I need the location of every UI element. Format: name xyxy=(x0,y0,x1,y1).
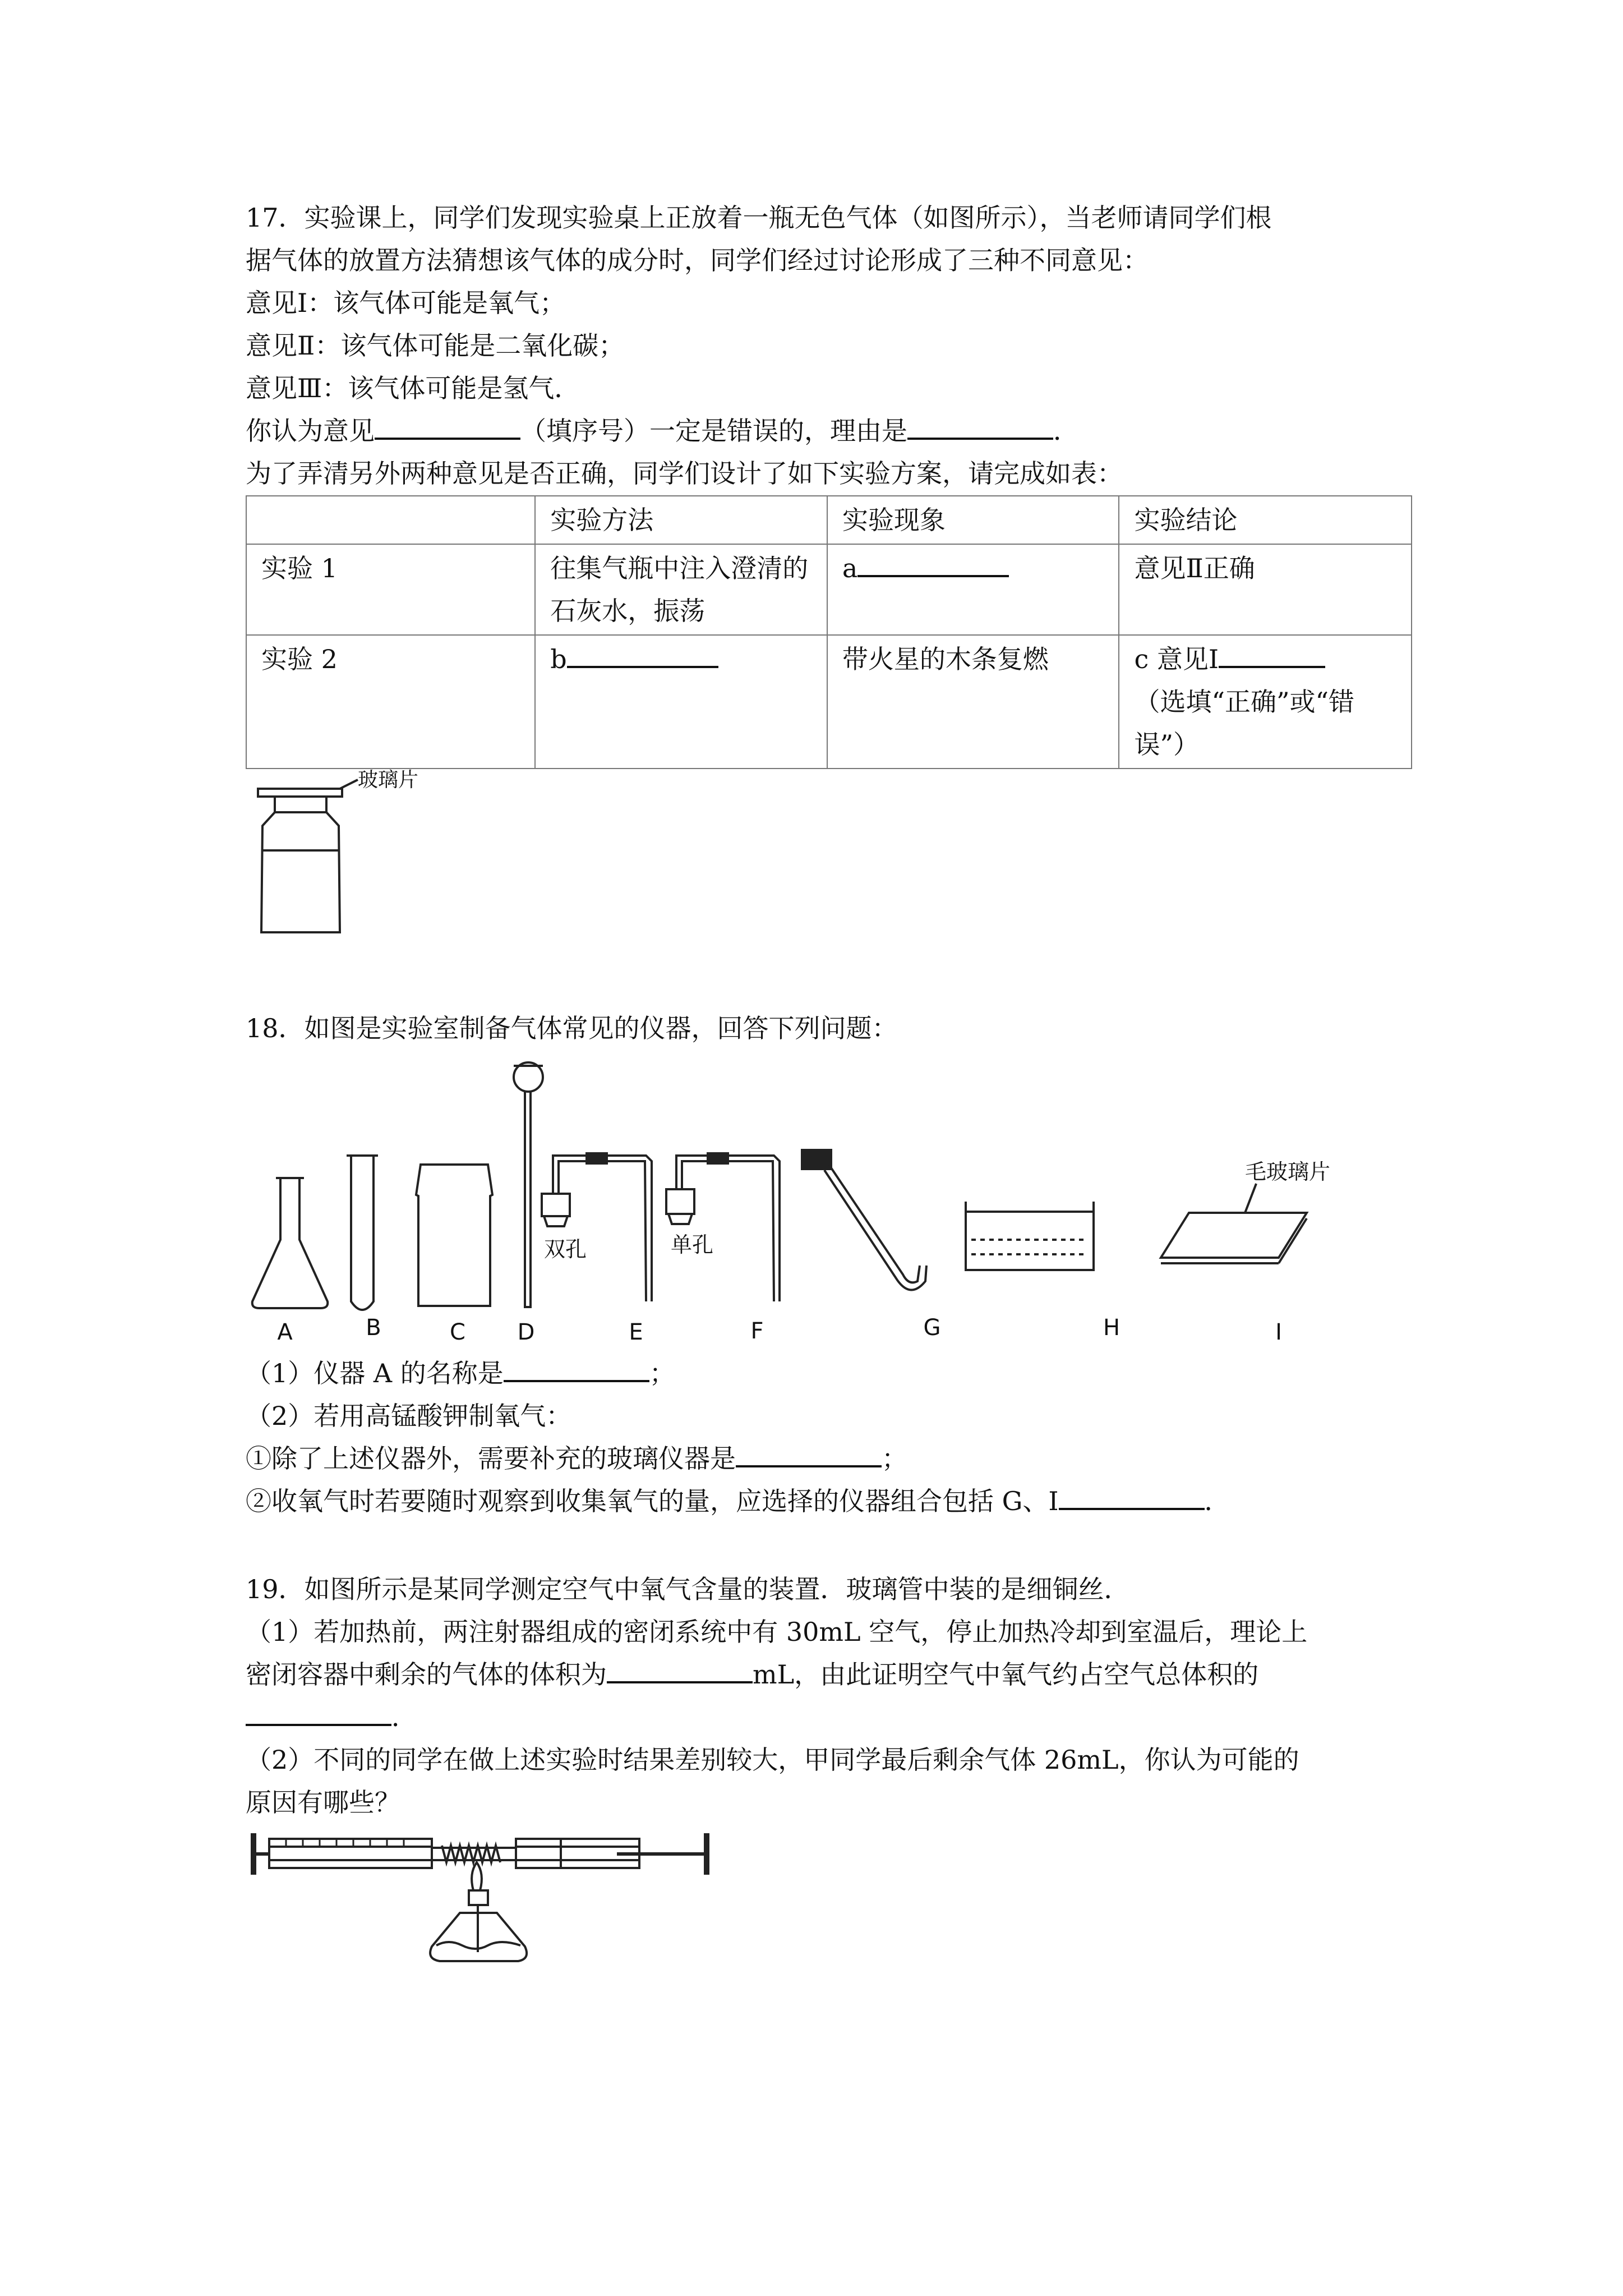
q19-part1-line2-text-b: mL，由此证明空气中氧气约占空气总体积的 xyxy=(753,1659,1259,1690)
apparatus-label: H xyxy=(1103,1315,1121,1341)
q19-part1-line2 xyxy=(246,1653,1258,1696)
table-header-cell xyxy=(246,496,535,544)
glass-instrument-blank[interactable] xyxy=(736,1437,882,1467)
q18-part2-sub1 xyxy=(246,1437,907,1480)
table-row xyxy=(246,635,1412,769)
apparatus-label: E xyxy=(629,1319,643,1345)
q17-question xyxy=(246,409,1079,452)
apparatus-label: B xyxy=(366,1315,381,1341)
apparatus-label: C xyxy=(450,1319,465,1345)
q17-opinion-2: 意见Ⅱ：该气体可能是二氧化碳； xyxy=(246,330,625,361)
table-cell-method xyxy=(535,635,827,769)
bent-tube-G xyxy=(829,1165,920,1282)
frosted-glass-label: 毛玻璃片 xyxy=(1245,1159,1331,1184)
q19-part1-line2-text: 密闭容器中剩余的气体的体积为 xyxy=(246,1659,607,1690)
blank-label-c: c 意见Ⅰ xyxy=(1134,644,1219,674)
double-hole-label: 双孔 xyxy=(544,1237,587,1262)
blank-label-a: a xyxy=(842,553,858,583)
experiment-table xyxy=(246,495,1412,769)
q18-part1-text: （1）仪器 A 的名称是 xyxy=(246,1358,504,1388)
single-hole-label: 单孔 xyxy=(671,1232,714,1257)
oxygen-fraction-blank[interactable] xyxy=(246,1696,391,1726)
stopper-E xyxy=(542,1194,570,1216)
q18-part1-end: ； xyxy=(649,1358,675,1388)
q17-opinion-3: 意见Ⅲ：该气体可能是氢气． xyxy=(246,373,580,403)
table-cell-conclusion xyxy=(1119,635,1412,769)
q18-part2-sub1-end: ； xyxy=(882,1443,907,1474)
gas-bottle-figure xyxy=(241,763,443,954)
q18-part2-sub2 xyxy=(246,1480,1230,1522)
q17-stem-line1: 17．实验课上，同学们发现实验桌上正放着一瓶无色气体（如图所示），当老师请同学们根 xyxy=(246,203,1272,233)
gas-bottle-C xyxy=(416,1165,492,1306)
table-header-cell: 实验结论 xyxy=(1119,496,1412,544)
conical-flask-A xyxy=(252,1178,328,1308)
q17-question-end: ． xyxy=(1053,416,1079,446)
table-cell-phenomenon: 带火星的木条复燃 xyxy=(827,635,1119,769)
method-blank-b[interactable] xyxy=(567,638,718,668)
q18-part2: （2）若用高锰酸钾制氧气： xyxy=(246,1401,572,1431)
apparatus-label: F xyxy=(750,1318,764,1344)
table-cell-method: 往集气瓶中注入澄清的石灰水，振荡 xyxy=(535,544,827,635)
glass-plate xyxy=(258,789,342,797)
q19-part2-line1: （2）不同的同学在做上述实验时结果差别较大，甲同学最后剩余气体 26mL，你认为可能的 xyxy=(246,1745,1299,1775)
q17-opinion-blank[interactable] xyxy=(375,409,520,440)
bottle-mouth xyxy=(275,797,326,812)
apparatus-figure xyxy=(241,1055,1419,1346)
q18-part2-sub2-end: ． xyxy=(1204,1486,1230,1516)
syringe-apparatus-figure xyxy=(247,1829,729,1997)
q18-part1 xyxy=(246,1352,675,1395)
q17-opinion-1: 意见Ⅰ：该气体可能是氧气； xyxy=(246,288,566,318)
phenomenon-blank-a[interactable] xyxy=(857,547,1009,577)
frosted-glass-plate-I xyxy=(1161,1213,1307,1258)
conclusion-note: （选填“正确”或“错误”） xyxy=(1134,687,1355,760)
q18-part2-sub1-text: ①除了上述仪器外，需要补充的玻璃仪器是 xyxy=(246,1443,736,1474)
q19-part1-line1: （1）若加热前，两注射器组成的密闭系统中有 30mL 空气，停止加热冷却到室温后，理论上 xyxy=(246,1617,1308,1647)
left-syringe xyxy=(269,1839,432,1868)
lamp-wick-holder xyxy=(469,1890,488,1905)
q17-reason-blank[interactable] xyxy=(907,409,1053,440)
blank-label-b: b xyxy=(550,644,567,674)
glass-plate-label: 玻璃片 xyxy=(358,769,419,792)
q18-part2-sub2-text: ②收氧气时若要随时观察到收集氧气的量，应选择的仪器组合包括 G、I xyxy=(246,1486,1059,1516)
table-header-cell: 实验方法 xyxy=(535,496,827,544)
q17-question-text-a: 你认为意见 xyxy=(246,416,375,446)
table-cell-conclusion: 意见Ⅱ正确 xyxy=(1119,544,1412,635)
stopper-F xyxy=(666,1189,694,1214)
stopper-G xyxy=(802,1150,831,1169)
q17-stem-line2: 据气体的放置方法猜想该气体的成分时，同学们经过讨论形成了三种不同意见： xyxy=(246,245,1149,275)
apparatus-label: G xyxy=(923,1315,941,1341)
test-tube-B xyxy=(351,1156,374,1310)
table-cell-phenomenon xyxy=(827,544,1119,635)
apparatus-label: I xyxy=(1275,1319,1282,1345)
q19-part1-line3 xyxy=(246,1696,417,1738)
q19-part1-end: ． xyxy=(391,1702,417,1732)
flame xyxy=(472,1862,482,1890)
q18-stem: 18．如图是实验室制备气体常见的仪器，回答下列问题： xyxy=(246,1013,898,1043)
q19-stem: 19．如图所示是某同学测定空气中氧气含量的装置．玻璃管中装的是细铜丝． xyxy=(246,1574,1130,1604)
conclusion-blank-c[interactable] xyxy=(1219,638,1325,668)
q19-part2-line2: 原因有哪些？ xyxy=(246,1787,400,1818)
gas-bottle xyxy=(261,812,340,932)
flask-name-blank[interactable] xyxy=(504,1352,649,1382)
q17-question-text-b: （填序号）一定是错误的，理由是 xyxy=(520,416,907,446)
instrument-combination-blank[interactable] xyxy=(1059,1480,1205,1510)
remaining-volume-blank[interactable] xyxy=(607,1653,753,1683)
table-cell-experiment-name: 实验 1 xyxy=(246,544,535,635)
apparatus-label: D xyxy=(517,1319,535,1345)
table-header-cell: 实验现象 xyxy=(827,496,1119,544)
apparatus-label: A xyxy=(277,1319,293,1345)
table-cell-experiment-name: 实验 2 xyxy=(246,635,535,769)
q17-table-intro: 为了弄清另外两种意见是否正确，同学们设计了如下实验方案，请完成如表： xyxy=(246,458,1123,489)
table-header-row xyxy=(246,496,1412,544)
table-row xyxy=(246,544,1412,635)
